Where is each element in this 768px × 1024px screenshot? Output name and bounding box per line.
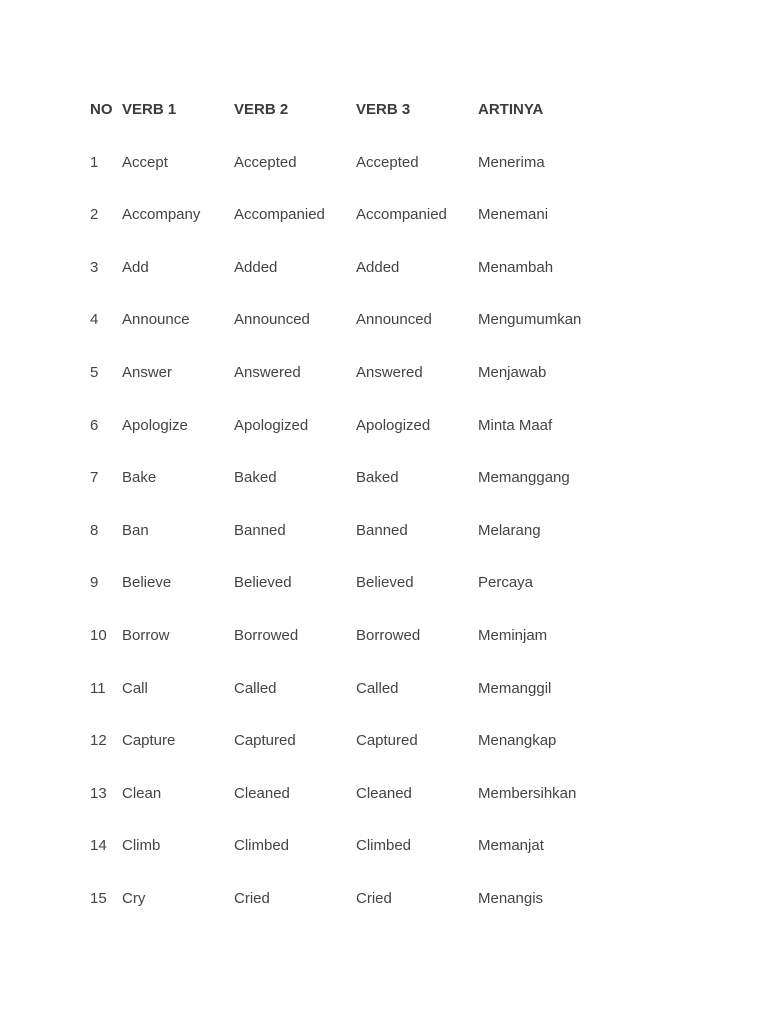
cell-verb3: Climbed xyxy=(356,837,412,855)
cell-verb3: Accompanied xyxy=(356,206,447,224)
table-row xyxy=(90,627,608,680)
table-row xyxy=(90,890,608,943)
cell-no: 10 xyxy=(90,626,107,644)
cell-verb3: Banned xyxy=(356,521,408,539)
table-row xyxy=(90,311,608,364)
table-header xyxy=(90,101,608,154)
header-artinya: ARTINYA xyxy=(478,101,544,118)
table-row xyxy=(90,522,608,575)
header-verb2: VERB 2 xyxy=(234,101,289,118)
cell-verb2: Announced xyxy=(234,311,310,329)
cell-no: 7 xyxy=(90,469,99,487)
cell-verb1: Capture xyxy=(122,732,176,750)
cell-no: 14 xyxy=(90,837,107,855)
table-row xyxy=(90,732,608,785)
cell-verb2: Accepted xyxy=(234,153,297,171)
verb-table xyxy=(90,101,608,943)
cell-verb1: Clean xyxy=(122,784,162,802)
cell-no: 11 xyxy=(90,679,106,697)
cell-no: 5 xyxy=(90,363,99,381)
header-no: NO xyxy=(90,101,113,118)
cell-verb2: Banned xyxy=(234,521,286,539)
cell-verb1: Cry xyxy=(122,889,146,907)
cell-verb2: Answered xyxy=(234,363,301,381)
cell-verb1: Apologize xyxy=(122,416,188,434)
cell-verb3: Believed xyxy=(356,574,414,592)
cell-verb1: Add xyxy=(122,258,149,276)
header-verb3: VERB 3 xyxy=(356,101,411,118)
table-body xyxy=(90,154,608,943)
cell-artinya: Memanggil xyxy=(478,679,552,697)
cell-no: 2 xyxy=(90,206,99,224)
cell-no: 3 xyxy=(90,258,99,276)
cell-verb3: Added xyxy=(356,258,400,276)
cell-verb1: Accept xyxy=(122,153,168,171)
cell-artinya: Menangis xyxy=(478,889,544,907)
cell-artinya: Mengumumkan xyxy=(478,311,582,329)
cell-verb3: Accepted xyxy=(356,153,419,171)
cell-verb3: Captured xyxy=(356,732,418,750)
cell-verb1: Ban xyxy=(122,521,149,539)
cell-artinya: Melarang xyxy=(478,521,541,539)
cell-verb1: Answer xyxy=(122,363,173,381)
cell-verb1: Borrow xyxy=(122,626,170,644)
cell-verb2: Believed xyxy=(234,574,292,592)
cell-verb2: Added xyxy=(234,258,278,276)
cell-no: 6 xyxy=(90,416,99,434)
table-row xyxy=(90,417,608,470)
cell-verb1: Announce xyxy=(122,311,190,329)
cell-artinya: Minta Maaf xyxy=(478,416,553,434)
cell-artinya: Membersihkan xyxy=(478,784,577,802)
table-row xyxy=(90,469,608,522)
cell-no: 12 xyxy=(90,732,107,750)
cell-verb3: Answered xyxy=(356,363,423,381)
cell-no: 15 xyxy=(90,889,107,907)
header-verb1: VERB 1 xyxy=(122,101,177,118)
cell-verb3: Borrowed xyxy=(356,626,421,644)
cell-no: 4 xyxy=(90,311,99,329)
cell-verb3: Baked xyxy=(356,469,399,487)
cell-verb2: Apologized xyxy=(234,416,309,434)
cell-artinya: Memanjat xyxy=(478,837,544,855)
cell-verb1: Believe xyxy=(122,574,172,592)
cell-no: 1 xyxy=(90,153,99,171)
table-row xyxy=(90,574,608,627)
cell-no: 13 xyxy=(90,784,107,802)
cell-verb2: Climbed xyxy=(234,837,290,855)
cell-verb2: Borrowed xyxy=(234,626,299,644)
cell-verb3: Cleaned xyxy=(356,784,412,802)
table-row xyxy=(90,154,608,207)
table-row xyxy=(90,364,608,417)
table-row xyxy=(90,680,608,733)
header-row xyxy=(90,101,608,154)
cell-artinya: Menjawab xyxy=(478,363,547,381)
table-row xyxy=(90,259,608,312)
cell-artinya: Menemani xyxy=(478,206,549,224)
cell-artinya: Meminjam xyxy=(478,626,548,644)
cell-verb2: Accompanied xyxy=(234,206,325,224)
table-row xyxy=(90,785,608,838)
cell-artinya: Memanggang xyxy=(478,469,570,487)
cell-verb3: Cried xyxy=(356,889,392,907)
cell-verb3: Announced xyxy=(356,311,432,329)
cell-no: 9 xyxy=(90,574,99,592)
cell-verb3: Called xyxy=(356,679,399,697)
table-row xyxy=(90,837,608,890)
cell-verb3: Apologized xyxy=(356,416,431,434)
cell-verb2: Called xyxy=(234,679,277,697)
cell-verb2: Captured xyxy=(234,732,296,750)
cell-artinya: Menangkap xyxy=(478,732,557,750)
cell-no: 8 xyxy=(90,521,99,539)
cell-artinya: Percaya xyxy=(478,574,534,592)
cell-verb2: Cried xyxy=(234,889,270,907)
cell-verb1: Climb xyxy=(122,837,161,855)
cell-artinya: Menambah xyxy=(478,258,554,276)
cell-verb2: Cleaned xyxy=(234,784,290,802)
cell-verb1: Bake xyxy=(122,469,157,487)
table-row xyxy=(90,206,608,259)
cell-verb1: Call xyxy=(122,679,148,697)
cell-verb2: Baked xyxy=(234,469,277,487)
cell-artinya: Menerima xyxy=(478,153,545,171)
cell-verb1: Accompany xyxy=(122,206,201,224)
